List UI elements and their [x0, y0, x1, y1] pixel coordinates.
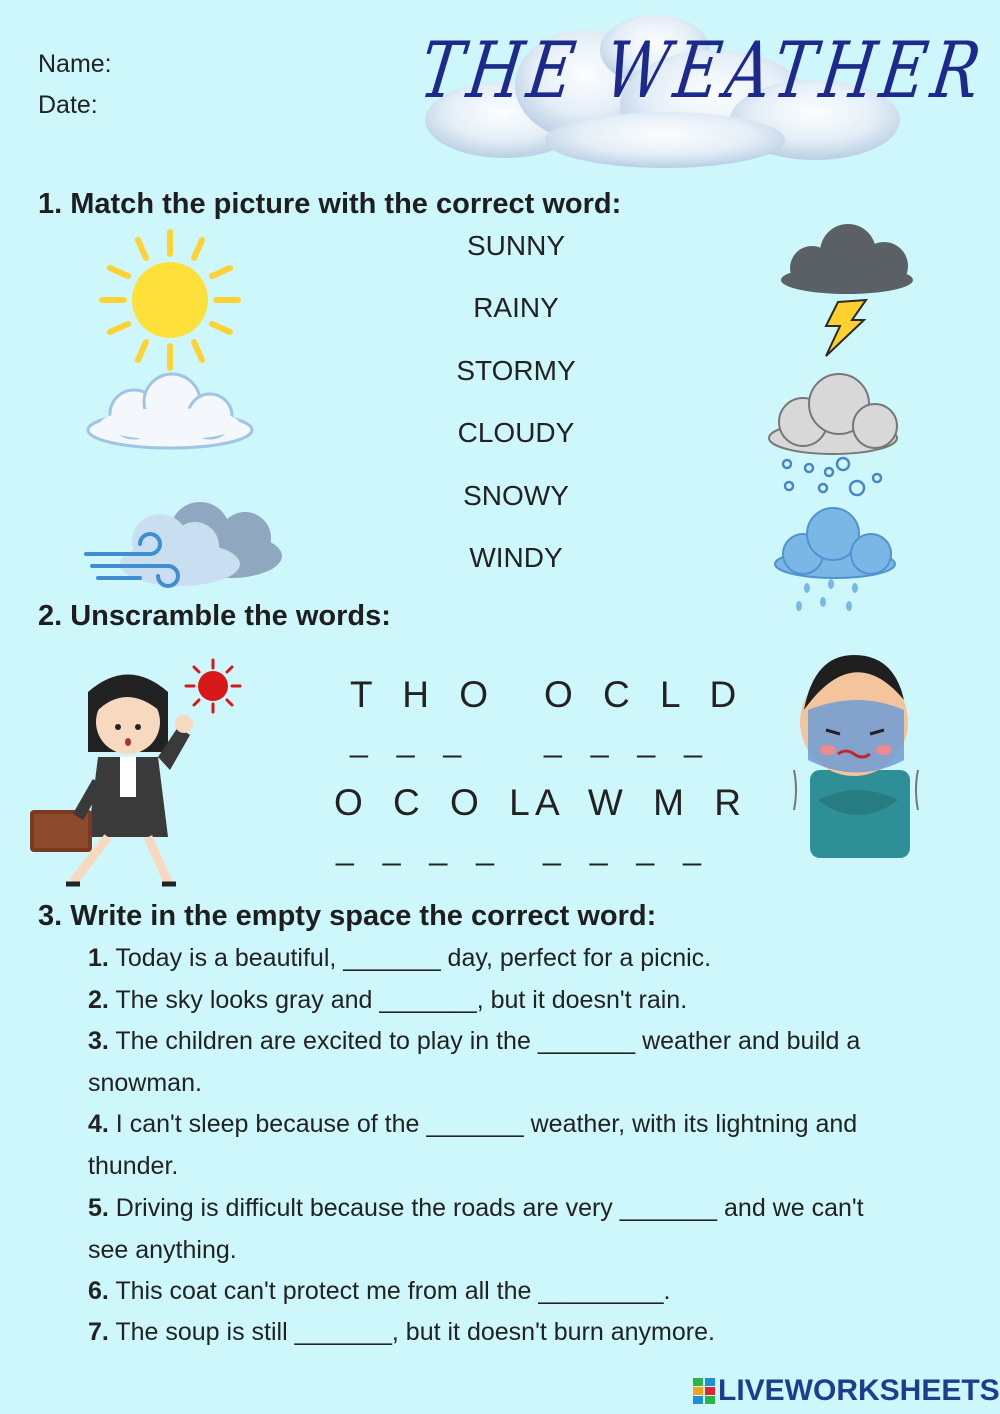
word-sunny[interactable]: SUNNY [466, 230, 565, 261]
snow-cloud-icon[interactable] [765, 370, 901, 498]
question-7 [88, 1312, 908, 1354]
question-text[interactable]: The children are excited to play in the _______ weather and build a snowman. [88, 1027, 861, 1097]
brand-logo-text: LIVEWORKSHEETS [718, 1374, 1000, 1407]
question-text[interactable]: This coat can't protect me from all the _________. [108, 1277, 671, 1305]
section-3-title: 3. Write in the empty space the correct word: [38, 900, 657, 932]
word-stormy[interactable]: STORMY [456, 355, 576, 386]
word-snowy[interactable]: SNOWY [463, 480, 569, 511]
page-title: THE WEATHER [414, 24, 992, 116]
question-text[interactable]: The sky looks gray and _______, but it doesn't rain. [108, 986, 688, 1014]
question-number: 6. [88, 1277, 109, 1305]
scramble-4-blank[interactable]: _ _ _ _ [543, 830, 711, 866]
question-5 [88, 1188, 888, 1271]
windy-cloud-icon[interactable] [80, 494, 284, 590]
name-label: Name: [38, 50, 112, 78]
question-number: 5. [88, 1194, 109, 1222]
cloud-icon[interactable] [84, 372, 256, 452]
scramble-4-letters: A W M R [535, 782, 751, 823]
hot-person-icon [28, 652, 248, 892]
question-number: 7. [88, 1318, 109, 1346]
scramble-1-letters: T H O [350, 674, 498, 715]
sun-icon[interactable] [98, 228, 242, 372]
question-1 [88, 938, 908, 980]
section-2-title: 2. Unscramble the words: [38, 600, 391, 632]
rain-cloud-icon[interactable] [773, 506, 899, 616]
question-text[interactable]: The soup is still _______, but it doesn't burn anymore. [108, 1318, 715, 1346]
scramble-3-blank[interactable]: _ _ _ _ [336, 830, 504, 866]
question-2 [88, 980, 908, 1022]
section-1-title: 1. Match the picture with the correct word: [38, 188, 622, 220]
word-rainy[interactable]: RAINY [473, 292, 559, 323]
word-windy[interactable]: WINDY [469, 542, 563, 573]
question-3 [88, 1021, 878, 1104]
question-number: 1. [88, 944, 109, 972]
question-text[interactable]: I can't sleep because of the _______ weather, with its lightning and thunder. [88, 1110, 858, 1180]
word-cloudy[interactable]: CLOUDY [457, 417, 575, 448]
question-number: 2. [88, 986, 109, 1014]
brand-logo-icon [693, 1378, 717, 1404]
scramble-2-letters: O C L D [544, 674, 747, 715]
question-text[interactable]: Today is a beautiful, _______ day, perfect for a picnic. [108, 944, 712, 972]
date-label: Date: [38, 91, 98, 119]
cold-person-icon [788, 650, 924, 860]
storm-cloud-icon[interactable] [778, 222, 916, 358]
question-text[interactable]: Driving is difficult because the roads are very _______ and we can't see anything. [88, 1194, 864, 1264]
scramble-2-blank[interactable]: _ _ _ _ [544, 722, 712, 758]
scramble-3-letters: O C O L [334, 782, 540, 823]
question-6 [88, 1271, 908, 1313]
scramble-1-blank[interactable]: _ _ _ [350, 722, 472, 758]
question-number: 4. [88, 1110, 109, 1138]
question-4 [88, 1104, 888, 1187]
question-number: 3. [88, 1027, 109, 1055]
